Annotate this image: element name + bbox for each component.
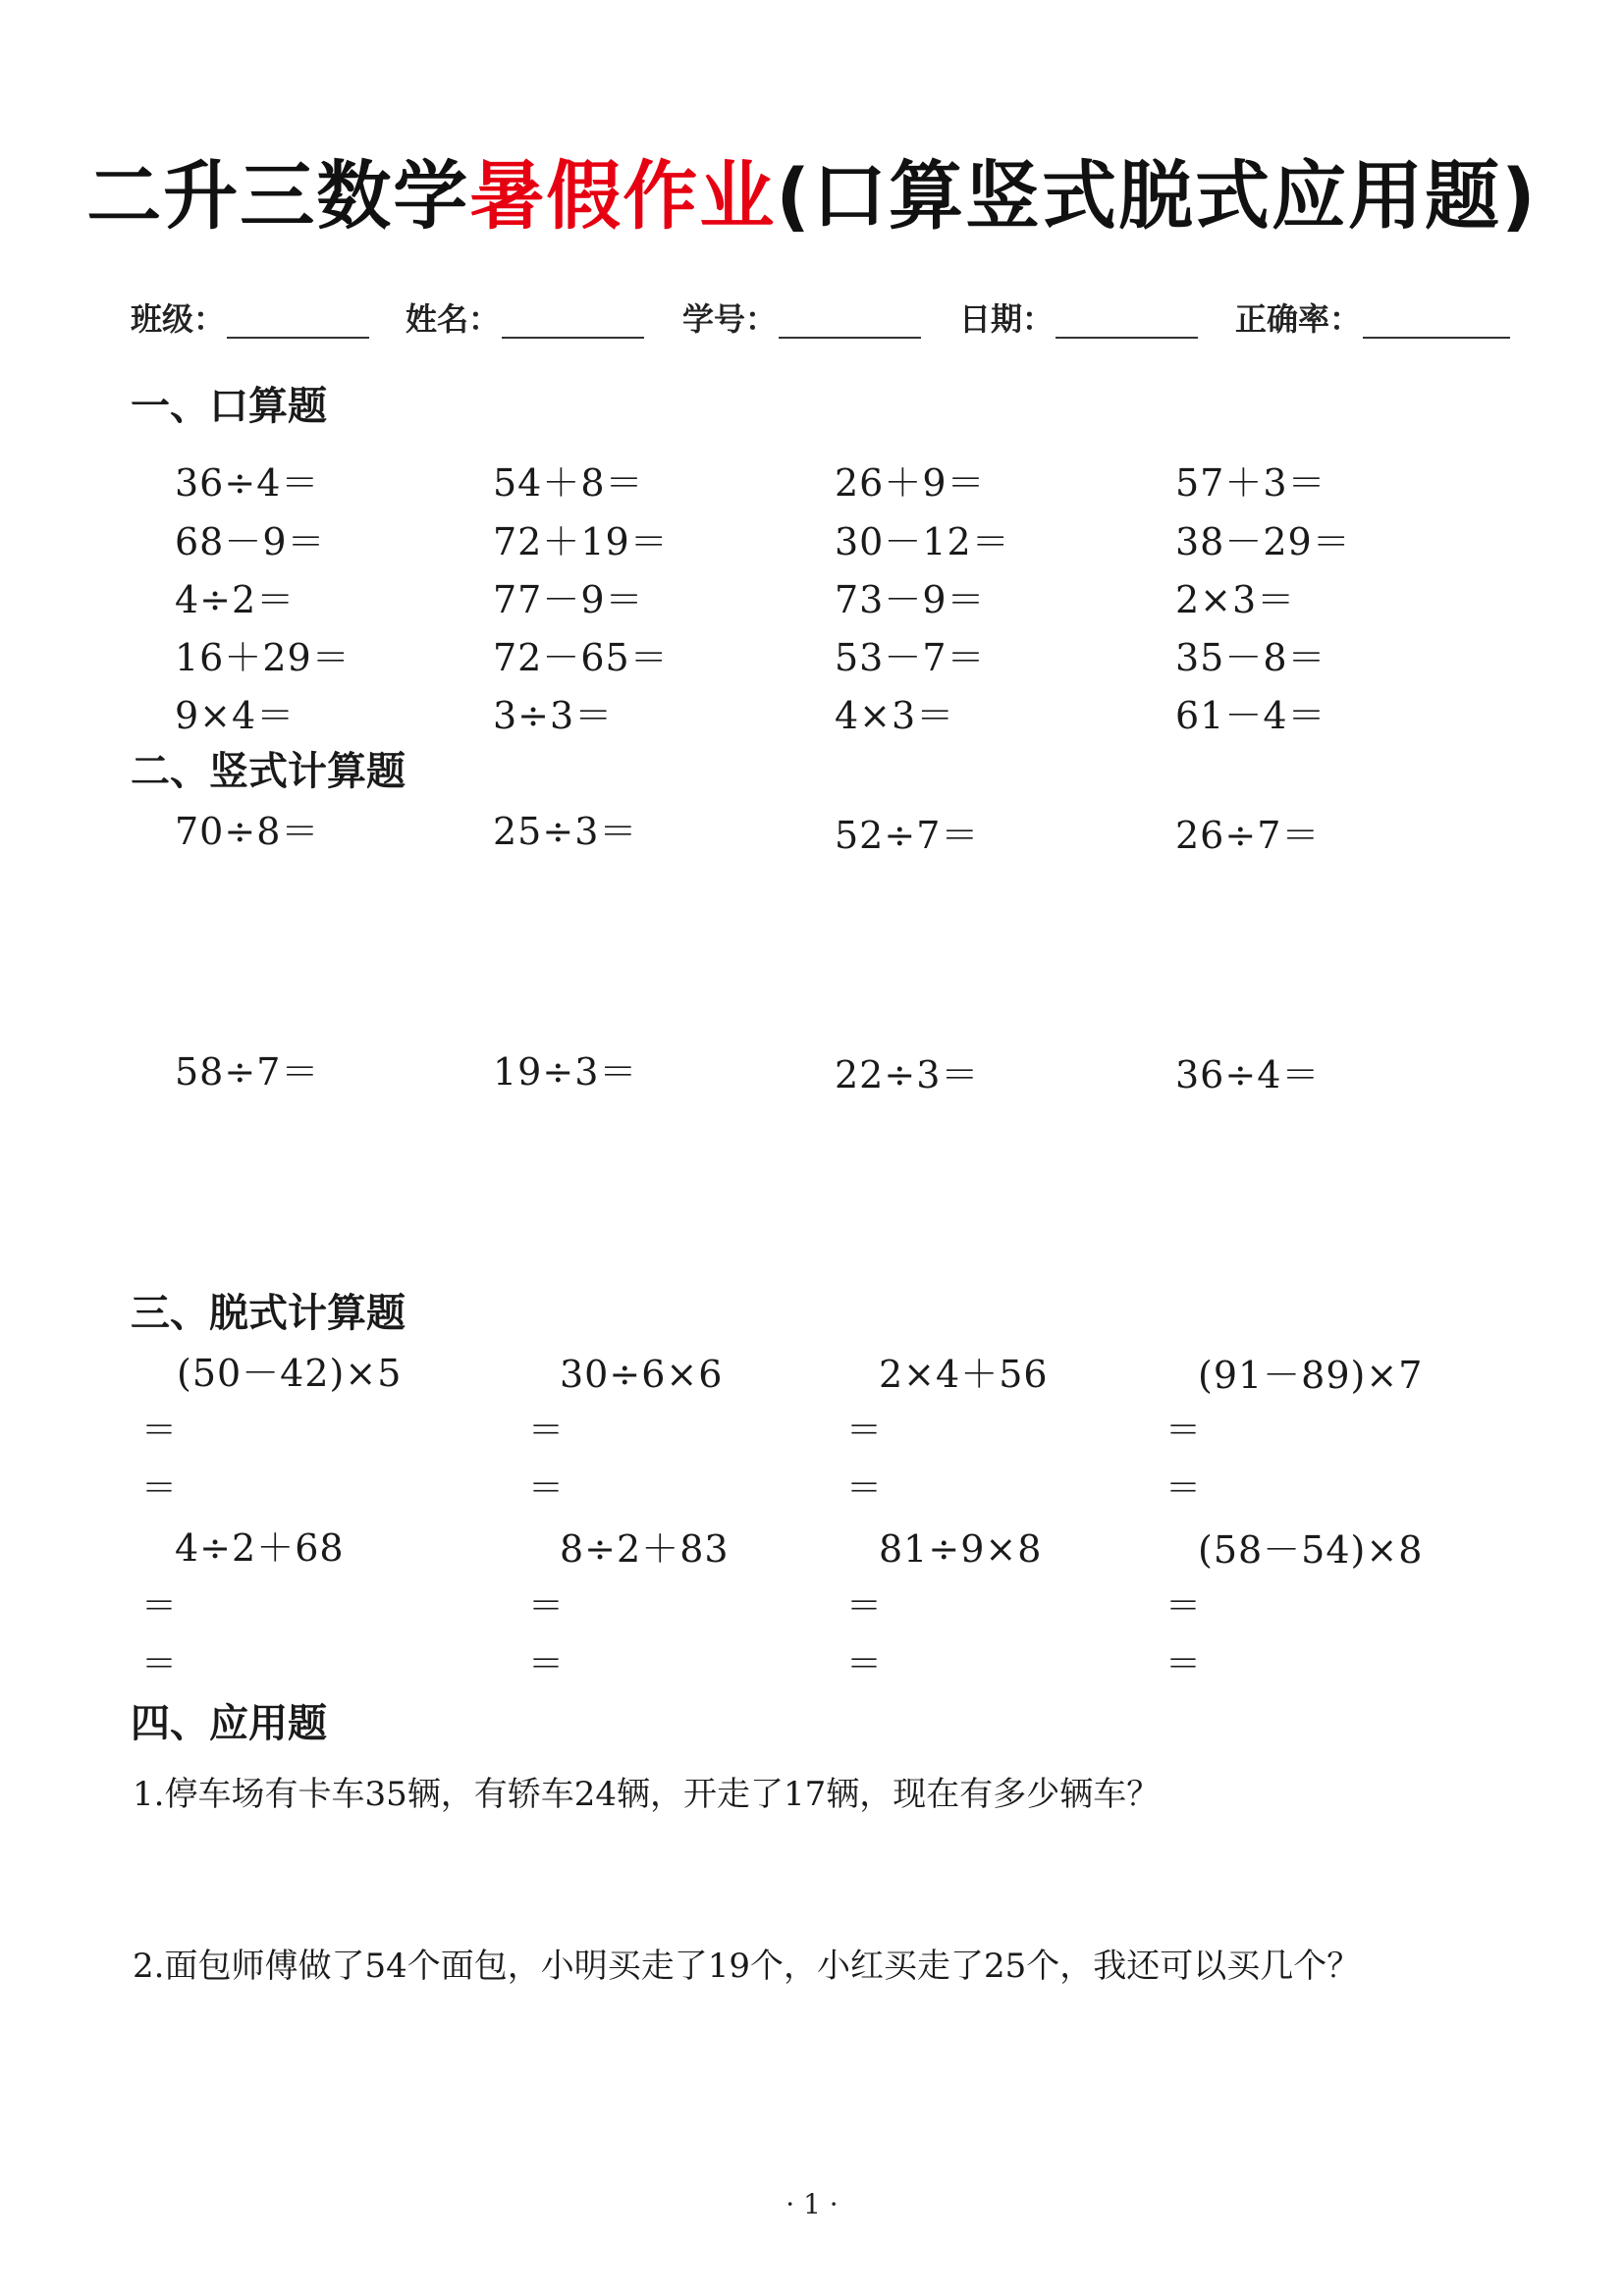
stepwise-problem: 81÷9×8: [879, 1527, 1043, 1571]
word-problem-1: 1.停车场有卡车35辆，有轿车24辆，开走了17辆，现在有多少辆车？: [133, 1775, 1161, 1814]
mental-problem: 4÷2＝: [175, 578, 296, 621]
stepwise-problem: 8÷2＋83: [560, 1527, 730, 1571]
mental-problem: 61－4＝: [1175, 694, 1326, 737]
equals-sign: ＝: [846, 1586, 883, 1627]
title-part1: 二升三数学: [86, 152, 470, 240]
page-title: [0, 147, 1624, 245]
mental-problem: 3÷3＝: [493, 694, 614, 737]
mental-problem: 35－8＝: [1175, 636, 1326, 679]
mental-problem: 72＋19＝: [493, 520, 669, 563]
stepwise-problem: (58－54)×8: [1198, 1528, 1424, 1572]
info-accuracy: [1235, 299, 1510, 339]
info-date-label: 日期：: [959, 300, 1055, 338]
section-heading-word: 四、应用题: [131, 1701, 327, 1746]
info-name-blank: [502, 303, 644, 339]
equals-sign: ＝: [528, 1644, 565, 1684]
stepwise-problem: 2×4＋56: [879, 1353, 1049, 1396]
info-date-blank: [1056, 303, 1198, 339]
equals-sign: ＝: [528, 1468, 565, 1509]
info-name-label: 姓名：: [406, 300, 501, 338]
equals-sign: ＝: [528, 1411, 565, 1451]
word-problem-2: 2.面包师傅做了54个面包，小明买走了19个，小红买走了25个，我还可以买几个？: [133, 1947, 1361, 1986]
mental-problem: 2×3＝: [1175, 578, 1296, 621]
title-highlight: 暑假作业: [469, 152, 777, 240]
section-heading-mental: 一、口算题: [131, 384, 327, 429]
vertical-problem: 26÷7＝: [1175, 814, 1321, 857]
mental-problem: 38－29＝: [1175, 520, 1351, 563]
vertical-problem: 58÷7＝: [175, 1050, 320, 1094]
mental-problem: 68－9＝: [175, 520, 326, 563]
mental-problem: 54＋8＝: [493, 461, 644, 505]
stepwise-problem: (50－42)×5: [177, 1352, 403, 1395]
equals-sign: ＝: [846, 1644, 883, 1684]
equals-sign: ＝: [846, 1468, 883, 1509]
vertical-problem: 22÷3＝: [835, 1053, 980, 1096]
equals-sign: ＝: [1165, 1468, 1202, 1509]
mental-problem: 73－9＝: [835, 578, 986, 621]
equals-sign: ＝: [1165, 1411, 1202, 1451]
equals-sign: ＝: [141, 1586, 178, 1627]
vertical-problem: 52÷7＝: [835, 814, 980, 857]
mental-problem: 77－9＝: [493, 578, 644, 621]
equals-sign: ＝: [846, 1411, 883, 1451]
info-class-label: 班级：: [131, 300, 226, 338]
stepwise-problem: (91－89)×7: [1198, 1354, 1424, 1397]
mental-problem: 26＋9＝: [835, 461, 986, 505]
mental-problem: 72－65＝: [493, 636, 669, 679]
info-student-number: [682, 299, 921, 339]
section-heading-stepwise: 三、脱式计算题: [131, 1291, 406, 1336]
mental-problem: 53－7＝: [835, 636, 986, 679]
vertical-problem: 36÷4＝: [1175, 1053, 1321, 1096]
info-class: [131, 299, 369, 339]
info-date: [959, 299, 1198, 339]
mental-problem: 9×4＝: [175, 694, 296, 737]
section-heading-vertical: 二、竖式计算题: [131, 749, 406, 794]
equals-sign: ＝: [141, 1644, 178, 1684]
equals-sign: ＝: [141, 1468, 178, 1509]
info-accuracy-label: 正确率：: [1235, 300, 1362, 338]
mental-problem: 30－12＝: [835, 520, 1010, 563]
stepwise-problem: 4÷2＋68: [175, 1526, 345, 1570]
equals-sign: ＝: [528, 1586, 565, 1627]
equals-sign: ＝: [1165, 1586, 1202, 1627]
equals-sign: ＝: [141, 1411, 178, 1451]
equals-sign: ＝: [1165, 1644, 1202, 1684]
vertical-problem: 25÷3＝: [493, 810, 638, 853]
info-class-blank: [227, 303, 369, 339]
info-accuracy-blank: [1363, 303, 1510, 339]
stepwise-problem: 30÷6×6: [560, 1353, 724, 1396]
vertical-problem: 70÷8＝: [175, 810, 320, 853]
page-number: · 1 ·: [785, 2188, 839, 2220]
title-part2: (口算竖式脱式应用题): [776, 152, 1538, 240]
vertical-problem: 19÷3＝: [493, 1050, 638, 1094]
info-name: [406, 299, 644, 339]
info-student-number-blank: [779, 303, 921, 339]
mental-problem: 4×3＝: [835, 694, 955, 737]
mental-problem: 36÷4＝: [175, 461, 320, 505]
mental-problem: 57＋3＝: [1175, 461, 1326, 505]
info-student-number-label: 学号：: [682, 300, 778, 338]
mental-problem: 16＋29＝: [175, 636, 351, 679]
